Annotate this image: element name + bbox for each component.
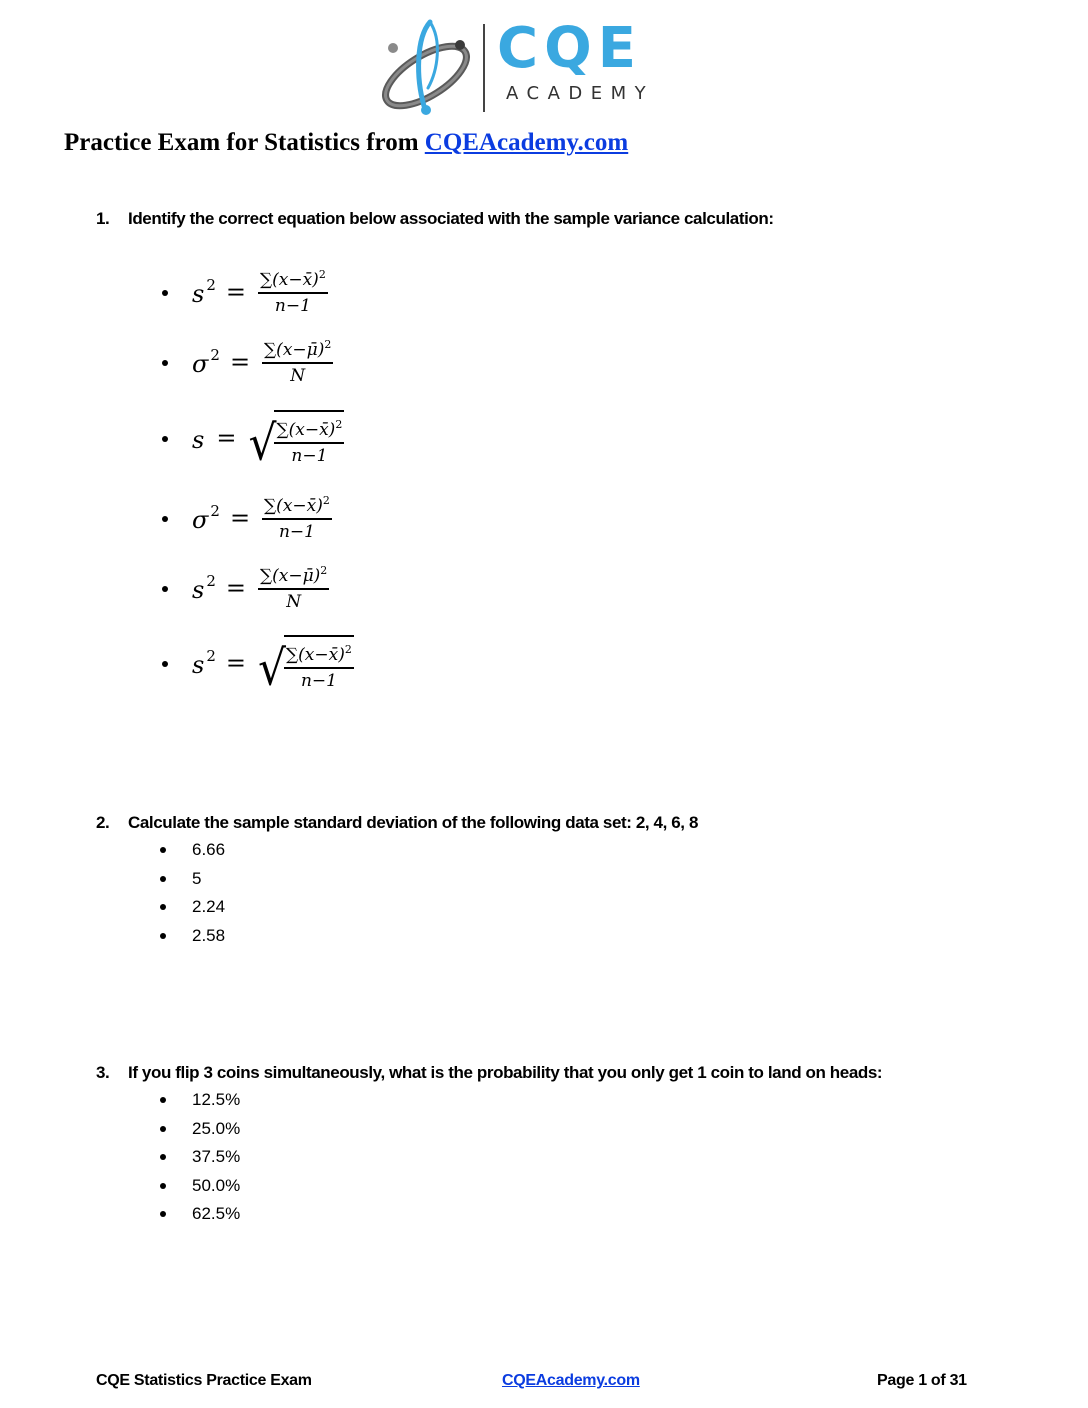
answer-option-text: 2.24 xyxy=(192,897,226,916)
fraction xyxy=(258,268,328,316)
equals-sign: = xyxy=(216,424,237,452)
answer-option[interactable] xyxy=(158,1172,240,1201)
bullet-icon xyxy=(162,436,168,442)
equation xyxy=(192,558,329,618)
lhs-power: 2 xyxy=(206,276,216,294)
answer-option[interactable] xyxy=(158,922,225,951)
equation-lhs xyxy=(192,572,216,604)
answer-options-q3 xyxy=(158,1086,240,1229)
answer-options-q2 xyxy=(158,836,225,950)
fraction xyxy=(274,418,344,466)
question-text: Identify the correct equation below associated with the sample variance calculation: xyxy=(128,209,774,228)
answer-option-text: 50.0% xyxy=(192,1175,241,1195)
numerator-text: ∑(x−μ̄) xyxy=(264,340,325,360)
equals-sign: = xyxy=(225,574,246,602)
question-text: If you flip 3 coins simultaneously, what is the probability that you only get 1 coin to land on heads: xyxy=(128,1063,883,1082)
bullet-icon xyxy=(160,933,166,939)
bullet-icon xyxy=(162,586,168,592)
question-number: 1. xyxy=(96,209,110,228)
cqe-academy-logo xyxy=(376,18,486,118)
bullet-icon xyxy=(160,1183,166,1189)
fraction-numerator xyxy=(262,338,333,364)
answer-option-text: 5 xyxy=(192,868,202,888)
lhs-symbol: s xyxy=(192,426,205,454)
answer-option-text: 37.5% xyxy=(192,1147,241,1166)
numerator-power: 2 xyxy=(318,268,326,281)
fraction-denominator: n−1 xyxy=(274,296,311,316)
fraction-numerator xyxy=(258,564,329,590)
fraction-denominator: n−1 xyxy=(291,446,328,466)
radical-icon: √ xyxy=(248,415,277,472)
equals-sign: = xyxy=(225,649,246,677)
answer-option[interactable] xyxy=(158,836,225,865)
title-site-link[interactable]: CQEAcademy.com xyxy=(424,129,629,156)
bullet-icon xyxy=(160,904,166,910)
fraction-numerator xyxy=(262,494,332,520)
lhs-power: 2 xyxy=(210,502,220,520)
equation xyxy=(192,633,354,697)
numerator-power: 2 xyxy=(324,338,332,351)
bullet-icon xyxy=(160,876,166,882)
lhs-power: 2 xyxy=(206,572,216,590)
numerator-power: 2 xyxy=(344,643,352,656)
answer-option[interactable] xyxy=(158,1200,240,1229)
answer-option-text: 2.58 xyxy=(192,925,226,945)
answer-option[interactable] xyxy=(158,893,225,922)
atom-icon xyxy=(376,18,486,118)
bullet-icon xyxy=(162,360,168,366)
equation-lhs xyxy=(192,647,216,679)
equals-sign: = xyxy=(225,278,246,306)
logo-divider xyxy=(483,24,485,112)
question-text: Calculate the sample standard deviation of the following data set: 2, 4, 6, 8 xyxy=(128,813,699,832)
fraction xyxy=(262,338,333,386)
lhs-symbol: σ xyxy=(192,350,209,378)
square-root xyxy=(257,635,354,697)
fraction xyxy=(258,564,329,612)
numerator-power: 2 xyxy=(335,418,343,431)
page-title xyxy=(64,128,628,158)
numerator-text: ∑(x−μ̄) xyxy=(259,566,321,586)
question-3 xyxy=(96,1062,882,1084)
fraction-numerator xyxy=(274,418,344,444)
footer-left: CQE Statistics Practice Exam xyxy=(96,1372,312,1389)
equation-lhs xyxy=(192,346,220,378)
numerator-text: ∑(x−x̄) xyxy=(276,420,336,440)
numerator-text: ∑(x−x̄) xyxy=(259,270,319,290)
fraction-denominator: N xyxy=(290,366,306,386)
question-1 xyxy=(96,208,774,230)
equals-sign: = xyxy=(229,348,251,376)
fraction-numerator xyxy=(284,643,354,669)
logo-wordmark: CQE xyxy=(497,22,642,76)
answer-option[interactable] xyxy=(158,1086,240,1115)
answer-option[interactable] xyxy=(158,1115,240,1144)
radicand xyxy=(274,410,344,466)
answer-option-text: 62.5% xyxy=(192,1204,241,1223)
answer-option[interactable] xyxy=(158,865,225,894)
question-number: 2. xyxy=(96,813,110,832)
footer-site-link[interactable]: CQEAcademy.com xyxy=(502,1372,640,1389)
page-title-prefix: Practice Exam for Statistics from xyxy=(64,129,419,156)
radicand xyxy=(284,635,354,691)
logo-subtitle: ACADEMY xyxy=(506,83,655,104)
bullet-icon xyxy=(160,1097,166,1103)
equation xyxy=(192,408,344,472)
fraction xyxy=(284,643,354,691)
bullet-icon xyxy=(160,1211,166,1217)
equation-lhs xyxy=(192,502,220,534)
answer-option-text: 6.66 xyxy=(192,840,226,859)
fraction-denominator: n−1 xyxy=(278,522,315,542)
square-root xyxy=(248,410,344,472)
bullet-icon xyxy=(160,1126,166,1132)
answer-option[interactable] xyxy=(158,1143,240,1172)
fraction-numerator xyxy=(258,268,328,294)
answer-option-text: 12.5% xyxy=(192,1090,241,1109)
bullet-icon xyxy=(160,847,166,853)
lhs-symbol: σ xyxy=(192,506,209,534)
lhs-symbol: s xyxy=(192,576,205,604)
question-number: 3. xyxy=(96,1063,110,1082)
equation-lhs xyxy=(192,276,216,308)
question-2 xyxy=(96,812,698,834)
footer-page-number: Page 1 of 31 xyxy=(877,1372,967,1389)
bullet-icon xyxy=(162,290,168,296)
lhs-power: 2 xyxy=(206,647,216,665)
fraction-denominator: N xyxy=(286,592,302,612)
lhs-symbol: s xyxy=(192,280,205,308)
equation xyxy=(192,488,332,548)
radical-icon: √ xyxy=(257,640,287,697)
numerator-text: ∑(x−x̄) xyxy=(264,496,323,516)
bullet-icon xyxy=(160,1154,166,1160)
equation-lhs xyxy=(192,422,206,454)
answer-option-text: 25.0% xyxy=(192,1118,241,1138)
numerator-text: ∑(x−x̄) xyxy=(286,645,345,665)
equals-sign: = xyxy=(229,504,251,532)
equation xyxy=(192,332,333,392)
fraction xyxy=(262,494,332,542)
equation xyxy=(192,262,328,322)
lhs-power: 2 xyxy=(210,346,220,364)
numerator-power: 2 xyxy=(320,564,328,577)
numerator-power: 2 xyxy=(322,494,330,507)
bullet-icon xyxy=(162,516,168,522)
fraction-denominator: n−1 xyxy=(300,671,337,691)
bullet-icon xyxy=(162,661,168,667)
lhs-symbol: s xyxy=(192,651,205,679)
